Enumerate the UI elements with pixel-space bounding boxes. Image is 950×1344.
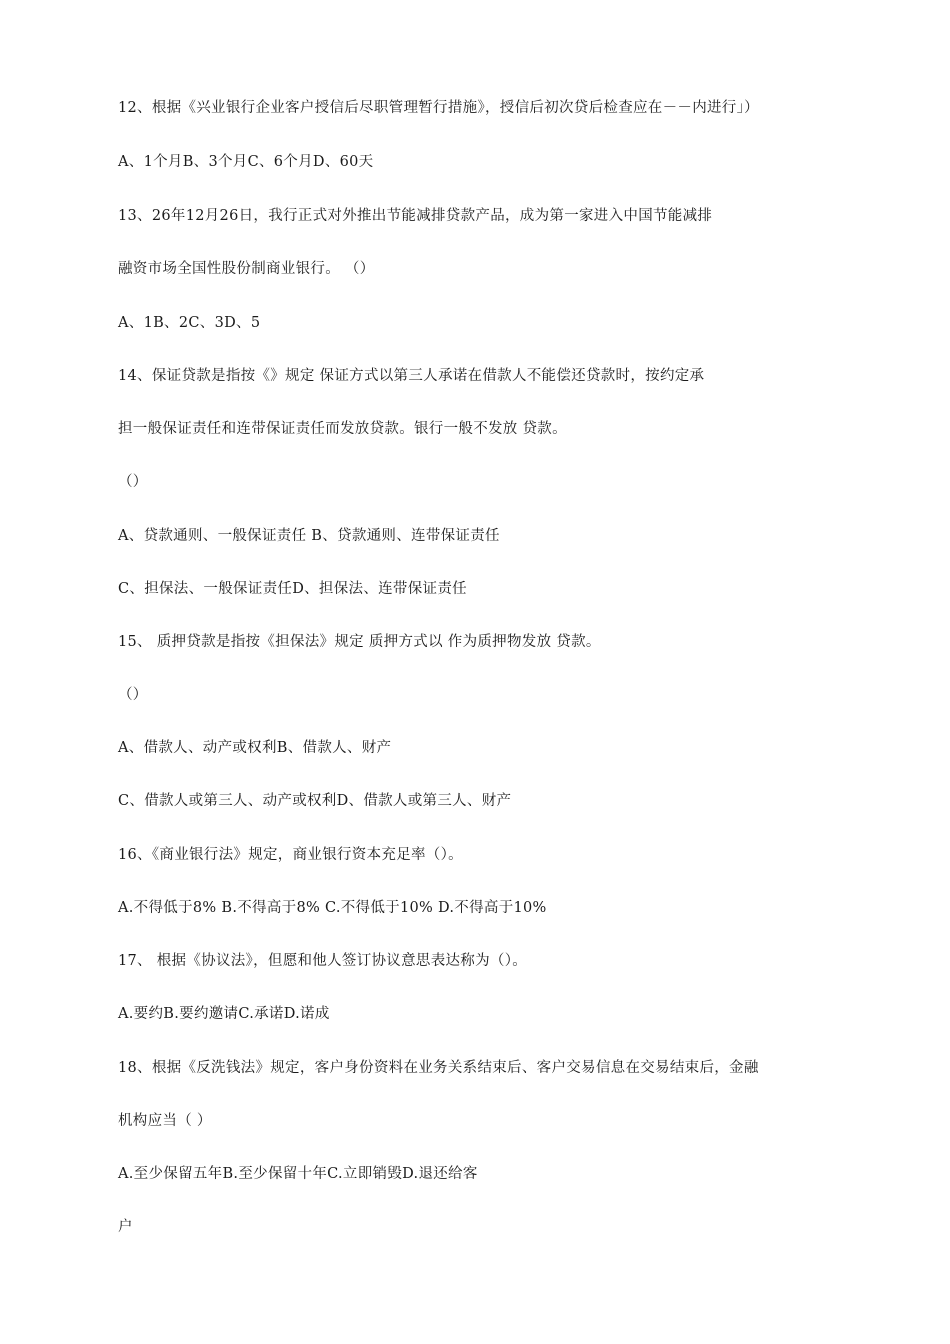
question-12-options: A、1个月B、3个月C、6个月D、60天 xyxy=(118,154,374,170)
question-16-stem: 16、《商业银行法》规定，商业银行资本充足率（）。 xyxy=(118,847,463,863)
question-14-options-ab: A、贷款通则、一般保证责任 B、贷款通则、连带保证责任 xyxy=(118,528,500,544)
question-15-options-cd: C、借款人或第三人、动产或权利D、借款人或第三人、财产 xyxy=(118,793,512,809)
question-15-stem: 15、 质押贷款是指按《担保法》规定 质押方式以 作为质押物发放 贷款。 xyxy=(118,634,601,650)
question-14-answer-blank: （） xyxy=(118,474,148,490)
question-15-options-ab: A、借款人、动产或权利B、借款人、财产 xyxy=(118,740,392,756)
question-13-stem: 13、26年12月26日，我行正式对外推出节能减排贷款产品，成为第一家进入中国节能减排 xyxy=(118,208,713,224)
question-17-options: A.要约B.要约邀请C.承诺D.诺成 xyxy=(118,1006,330,1022)
question-13-options: A、1B、2C、3D、5 xyxy=(118,315,261,331)
question-17-stem: 17、 根据《协议法》，但愿和他人签订协议意思表达称为（）。 xyxy=(118,953,528,969)
question-14-stem-cont: 担一般保证责任和连带保证责任而发放贷款。银行一般不发放 贷款。 xyxy=(118,421,567,437)
question-18-options: A.至少保留五年B.至少保留十年C.立即销毁D.退还给客 xyxy=(118,1166,478,1182)
question-15-answer-blank: （） xyxy=(118,687,148,703)
question-16-options: A.不得低于8% B.不得高于8% C.不得低于10% D.不得高于10% xyxy=(118,900,547,916)
question-13-stem-cont: 融资市场全国性股份制商业银行。 （） xyxy=(118,261,375,277)
question-18-stem: 18、根据《反洗钱法》规定，客户身份资料在业务关系结束后、客户交易信息在交易结束后，金融 xyxy=(118,1060,759,1076)
question-14-stem: 14、保证贷款是指按《》规定 保证方式以第三人承诺在借款人不能偿还贷款时，按约定承 xyxy=(118,368,705,384)
question-12-stem: 12、根据《兴业银行企业客户授信后尽职管理暂行措施》，授信后初次贷后检查应在－－内进行」） xyxy=(118,100,759,116)
question-18-options-cont: 户 xyxy=(118,1219,133,1235)
question-14-options-cd: C、担保法、一般保证责任D、担保法、连带保证责任 xyxy=(118,581,467,597)
question-18-stem-cont: 机构应当（ ） xyxy=(118,1113,212,1129)
